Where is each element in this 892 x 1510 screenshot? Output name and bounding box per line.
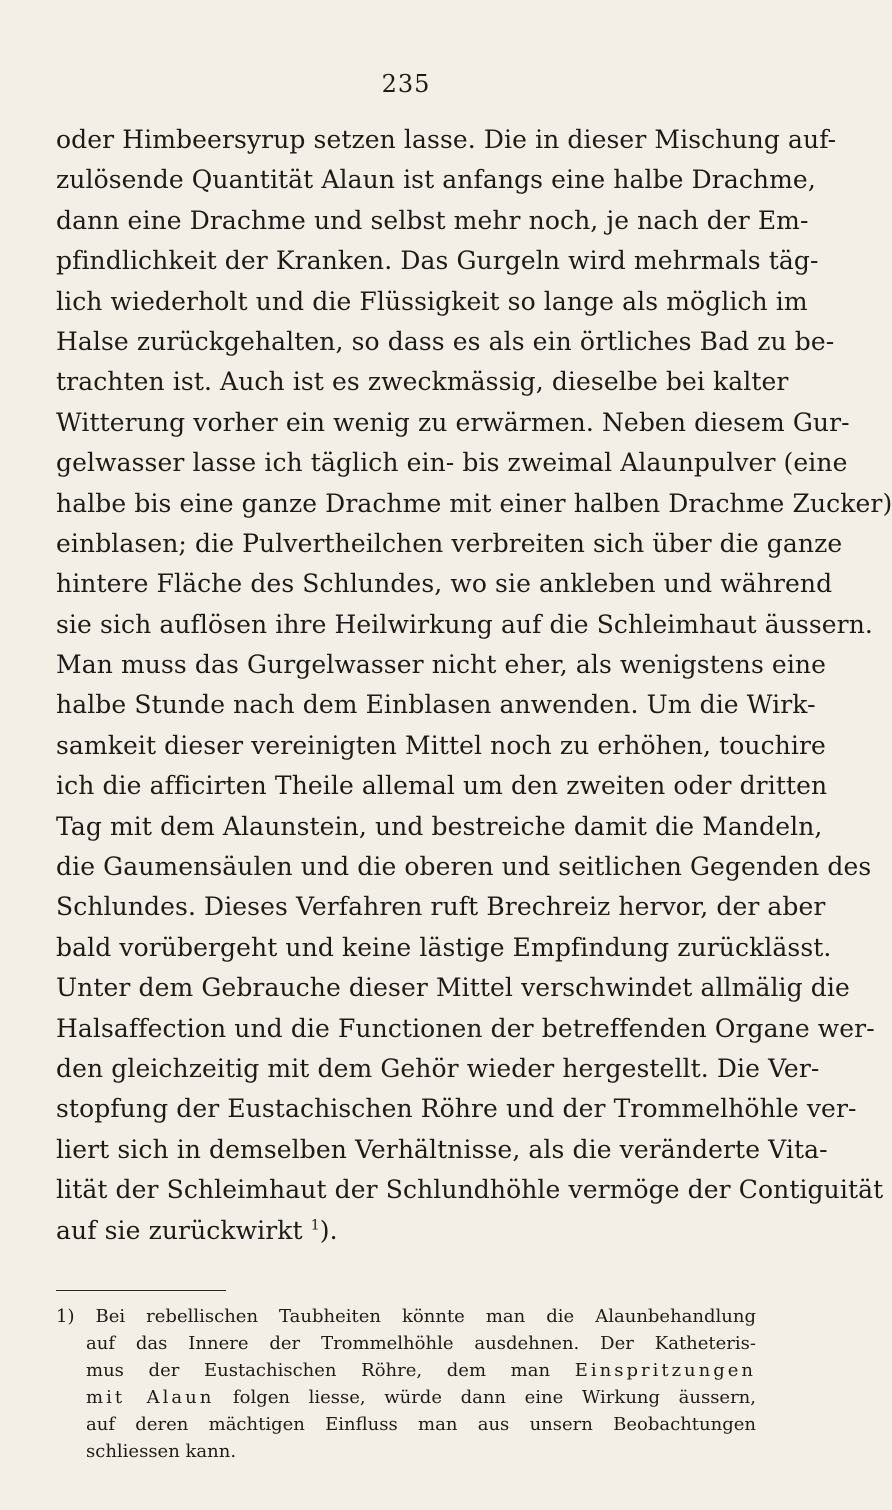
footnote-reference[interactable]: 1	[310, 1217, 320, 1234]
text-line: pfindlichkeit der Kranken. Das Gurgeln wird mehrmals täg-	[56, 246, 819, 276]
text-line: dann eine Drachme und selbst mehr noch, je nach der Em-	[56, 205, 809, 235]
footnote-line	[56, 1384, 756, 1411]
text-line: halbe bis eine ganze Drachme mit einer halben Drachme Zucker)	[56, 488, 892, 518]
text-line: oder Himbeersyrup setzen lasse. Die in dieser Mischung auf-	[56, 125, 837, 154]
spaced-emphasis: Einspritzungen	[574, 1360, 756, 1381]
text-line: stopfung der Eustachischen Röhre und der Trommelhöhle ver-	[56, 1094, 857, 1124]
text-line: samkeit dieser vereinigten Mittel noch zu erhöhen, touchire	[56, 730, 826, 760]
footnote-text: folgen liesse, würde dann eine Wirkung äussern,	[232, 1387, 756, 1408]
text-line: den gleichzeitig mit dem Gehör wieder hergestellt. Die Ver-	[56, 1053, 820, 1083]
text-line: lich wiederholt und die Flüssigkeit so lange als möglich im	[56, 286, 808, 316]
text-line: liert sich in demselben Verhältnisse, als die veränderte Vita-	[56, 1134, 828, 1164]
text-line: Witterung vorher ein wenig zu erwärmen. Neben diesem Gur-	[56, 407, 850, 437]
footnote-line: schliessen kann.	[86, 1441, 237, 1462]
text-line: sie sich auflösen ihre Heilwirkung auf die Schleimhaut äussern.	[56, 609, 873, 639]
footnote-text: mus der Eustachischen Röhre, dem man	[86, 1360, 551, 1381]
text-line: ich die afficirten Theile allemal um den zweiten oder dritten	[56, 771, 828, 801]
text-line: Tag mit dem Alaunstein, und bestreiche damit die Mandeln,	[56, 811, 823, 841]
text-line: die Gaumensäulen und die oberen und seitlichen Gegenden des	[56, 852, 872, 882]
text-line: Halsaffection und die Functionen der betreffenden Organe wer-	[56, 1013, 875, 1043]
footnote-line	[56, 1303, 756, 1330]
last-line-end: ).	[319, 1215, 338, 1245]
footnote-line: auf deren mächtigen Einfluss man aus unsern Beobachtungen	[86, 1414, 756, 1435]
text-line: Man muss das Gurgelwasser nicht eher, als wenigstens eine	[56, 650, 827, 680]
footnote	[56, 1303, 756, 1465]
text-line: Halse zurückgehalten, so dass es als ein örtliches Bad zu be-	[56, 326, 835, 356]
text-line-last	[56, 1211, 756, 1251]
text-line: bald vorübergeht und keine lästige Empfindung zurücklässt.	[56, 932, 832, 962]
text-line: hintere Fläche des Schlundes, wo sie ankleben und während	[56, 569, 833, 599]
footnote-divider	[56, 1290, 226, 1291]
text-line: einblasen; die Pulvertheilchen verbreiten sich über die ganze	[56, 528, 843, 558]
page-number: 235	[381, 70, 431, 98]
text-line: Unter dem Gebrauche dieser Mittel verschwindet allmälig die	[56, 973, 850, 1003]
last-line-text: auf sie zurückwirkt	[56, 1215, 303, 1245]
text-line: gelwasser lasse ich täglich ein- bis zweimal Alaunpulver (eine	[56, 448, 848, 478]
text-line: zulösende Quantität Alaun ist anfangs eine halbe Drachme,	[56, 165, 816, 195]
spaced-emphasis: mit Alaun	[86, 1387, 215, 1408]
footnote-marker: 1)	[56, 1306, 75, 1327]
text-line: halbe Stunde nach dem Einblasen anwenden. Um die Wirk-	[56, 690, 816, 720]
footnote-line: auf das Innere der Trommelhöhle ausdehnen. Der Katheteris-	[86, 1333, 756, 1354]
text-line: lität der Schleimhaut der Schlundhöhle vermöge der Contiguität	[56, 1175, 884, 1205]
footnote-line	[56, 1357, 756, 1384]
footnote-text: Bei rebellischen Taubheiten könnte man die Alaunbehandlung	[95, 1306, 756, 1327]
body-text	[56, 120, 892, 1251]
text-line: Schlundes. Dieses Verfahren ruft Brechreiz hervor, der aber	[56, 892, 826, 922]
text-line: trachten ist. Auch ist es zweckmässig, dieselbe bei kalter	[56, 367, 789, 397]
